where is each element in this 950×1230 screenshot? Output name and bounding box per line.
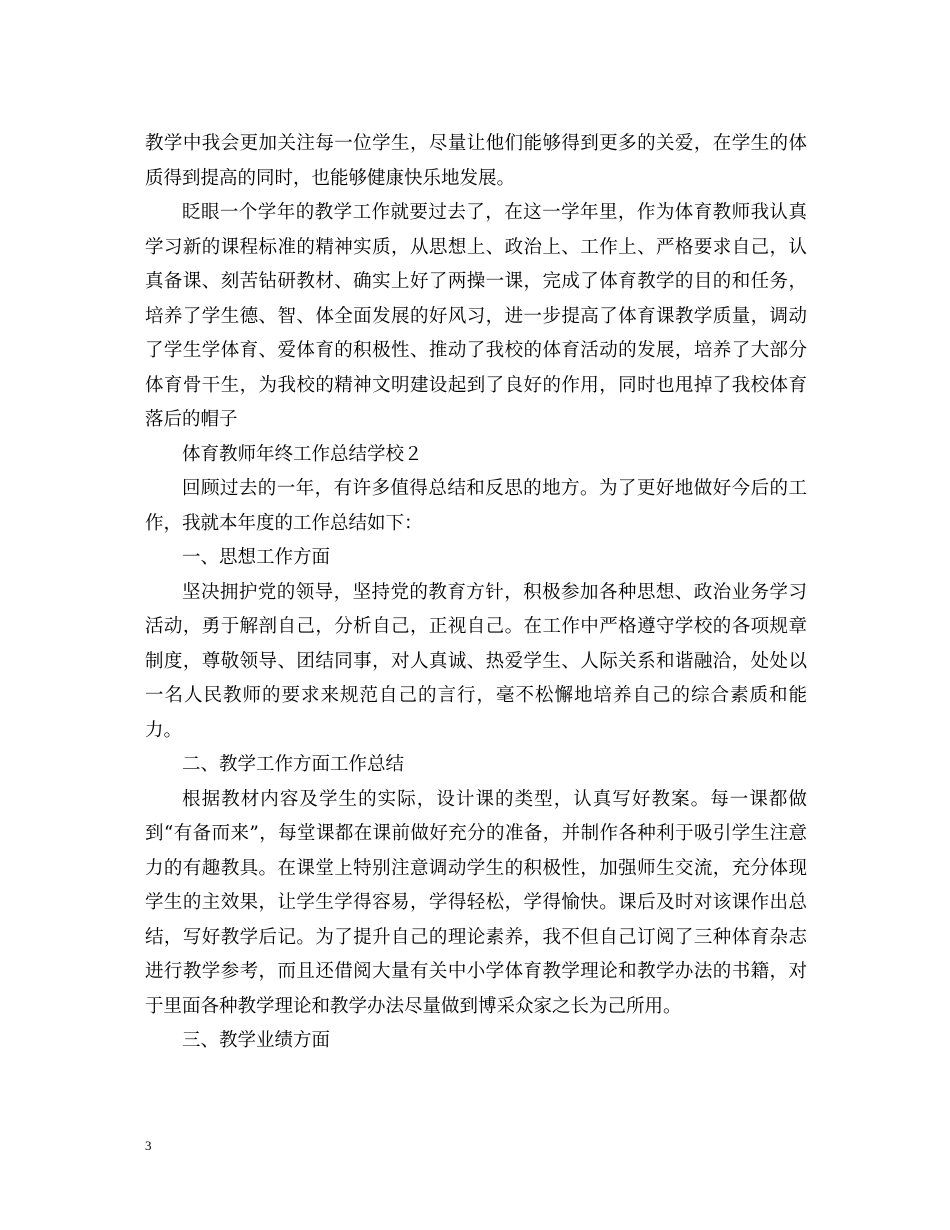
section-title: 体育教师年终工作总结学校２ xyxy=(182,443,423,465)
document-body xyxy=(145,127,807,1059)
paragraph-year-summary: 眨眼一个学年的教学工作就要过去了，在这一学年里，作为体育教师我认真学习新的课程标准的精神实质，从思想上、政治上、工作上、严格要求自己，认真备课、刻苦钻研教材、确实上好了两操一课，完成了体育教学的目的和任务，培养了学生德、智、体全面发展的好风习，进一步提高了体育课教学质量，调动了学生学体育、爱体育的积极性、推动了我校的体育活动的发展，培养了大部分体育骨干生，为我校的精神文明建设起到了良好的作用，同时也甩掉了我校体育落后的帽子 xyxy=(145,202,807,430)
paragraph-continuation: 教学中我会更加关注每一位学生，尽量让他们能够得到更多的关爱，在学生的体质得到提高的同时，也能够健康快乐地发展。 xyxy=(145,133,807,189)
paragraph-ideology: 坚决拥护党的领导，坚持党的教育方针，积极参加各种思想、政治业务学习活动，勇于解剖自己，分析自己，正视自己。在工作中严格遵守学校的各项规章制度，尊敬领导、团结同事，对人真诚、热爱学生、人际关系和谐融洽，处处以一名人民教师的要求来规范自己的言行，毫不松懈地培养自己的综合素质和能力。 xyxy=(145,581,807,741)
heading-achievements: 三、教学业绩方面 xyxy=(182,1030,331,1051)
paragraph-intro: 回顾过去的一年，有许多值得总结和反思的地方。为了更好地做好今后的工作，我就本年度的工作总结如下： xyxy=(145,478,807,534)
paragraph-teaching: 根据教材内容及学生的实际，设计课的类型，认真写好教案。每一课都做到“有备而来”，每堂课都在课前做好充分的准备，并制作各种利于吸引学生注意力的有趣教具。在课堂上特别注意调动学生的积极性，加强师生交流，充分体现学生的主效果，让学生学得容易，学得轻松，学得愉快。课后及时对该课作出总结，写好教学后记。为了提升自己的理论素养，我不但自己订阅了三种体育杂志进行教学参考，而且还借阅大量有关中小学体育教学理论和教学办法的书籍，对于里面各种教学理论和教学办法尽量做到博采众家之长为己所用。 xyxy=(145,788,807,1017)
page-number: 3 xyxy=(145,1138,152,1153)
heading-ideology: 一、思想工作方面 xyxy=(182,547,331,568)
heading-teaching: 二、教学工作方面工作总结 xyxy=(182,754,405,775)
